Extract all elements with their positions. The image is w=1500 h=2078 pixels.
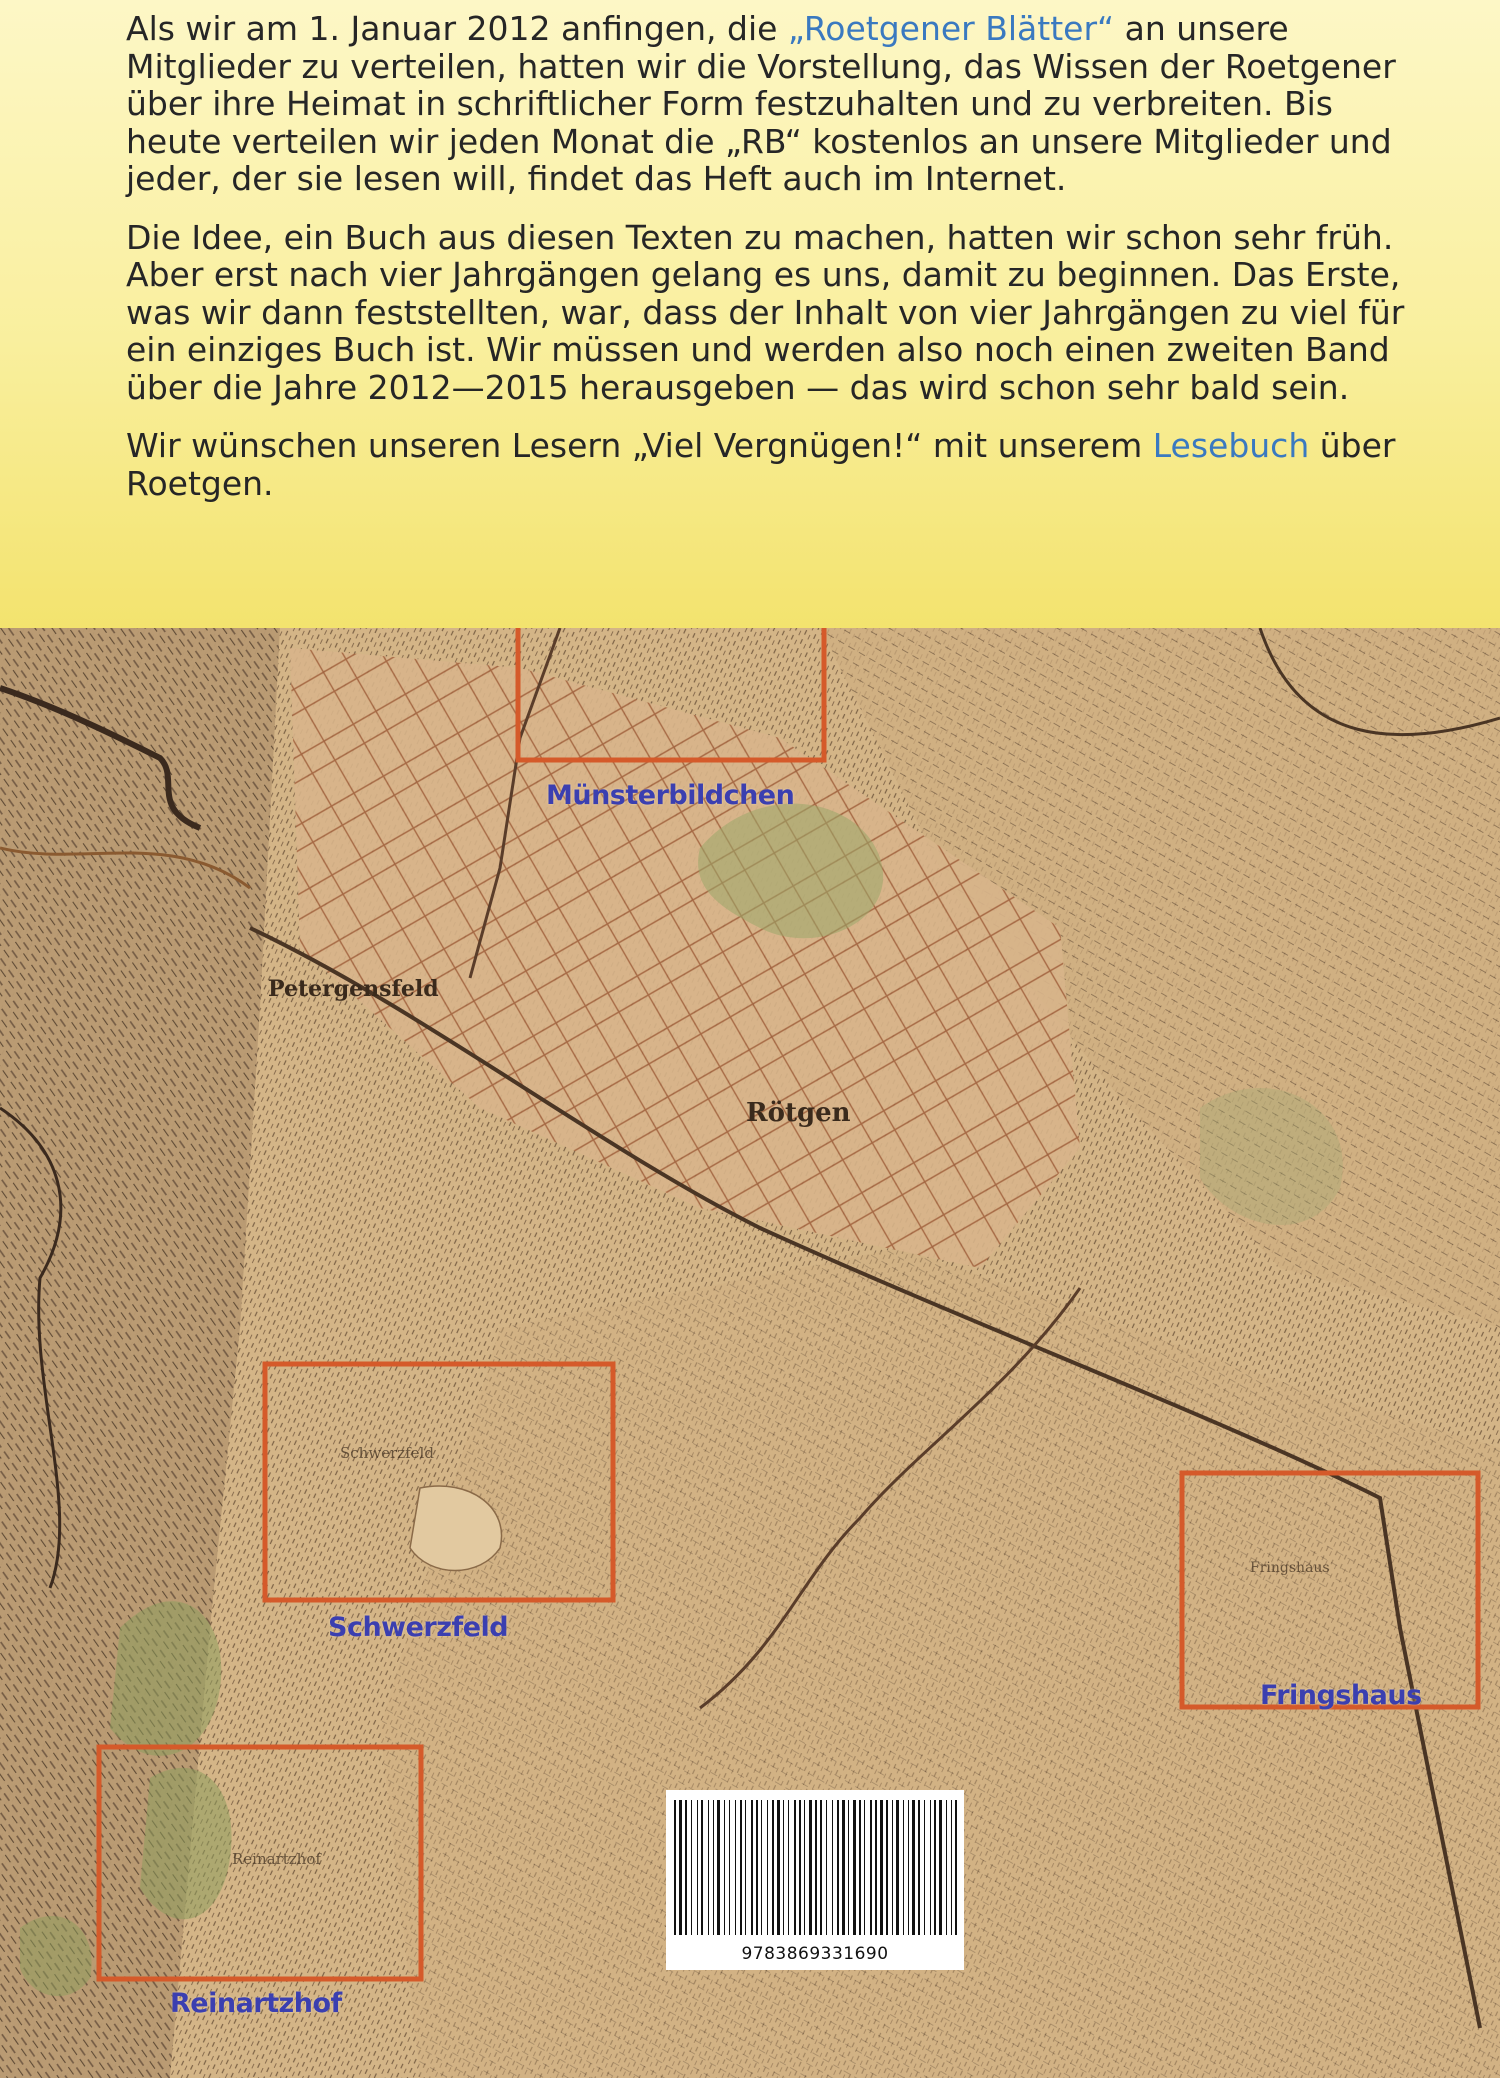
map-text-reinartzhof: Reinartzhof [232, 1850, 321, 1868]
intro-text [126, 10, 1406, 523]
intro-paragraph-3: Wir wünschen unseren Lesern „Viel Vergnügen!“ mit unserem Lesebuch über Roetgen. [126, 426, 1396, 503]
label-muensterbildchen: Münsterbildchen [546, 780, 795, 811]
barcode-bars [666, 1790, 964, 1940]
intro-text-panel [0, 0, 1500, 628]
map-text-petergensfeld: Petergensfeld [268, 976, 439, 1002]
map-text-roetgen: Rötgen [746, 1098, 851, 1128]
label-reinartzhof: Reinartzhof [170, 1988, 342, 2019]
intro-paragraph-1: Als wir am 1. Januar 2012 anfingen, die „Roetgener Blätter“ an unsere Mitglieder zu verteilen, hatten wir die Vorstellung, das Wissen der Roetgener über ihre Heimat in schriftlicher Form festzuhalten und zu verbreiten. Bis heute verteilen wir jeden Monat die „RB“ kostenlos an unsere Mitglieder und jeder, der sie lesen will, findet das Heft auch im Internet. [126, 9, 1396, 198]
map-text-fringshaus: Fringshaus [1250, 1560, 1330, 1576]
intro-paragraph-2: Die Idee, ein Buch aus diesen Texten zu machen, hatten wir schon sehr früh. Aber erst nach vier Jahrgängen gelang es uns, damit zu beginnen. Das Erste, was wir dann feststellten, war, dass der Inhalt von vier Jahrgängen zu viel für ein einziges Buch ist. Wir müssen und werden also noch einen zweiten Band über die Jahre 2012—2015 herausgeben — das wird schon sehr bald sein. [126, 217, 1405, 407]
map-text-schwerzfeld: Schwerzfeld [340, 1444, 434, 1462]
label-schwerzfeld: Schwerzfeld [328, 1612, 509, 1643]
isbn-number: 9783869331690 [741, 1944, 889, 1964]
isbn-barcode [666, 1790, 964, 1970]
label-fringshaus: Fringshaus [1260, 1680, 1422, 1711]
highlight-roetgener-blaetter: „Roetgener Blätter“ [787, 9, 1115, 48]
highlight-lesebuch: Lesebuch [1152, 426, 1310, 465]
